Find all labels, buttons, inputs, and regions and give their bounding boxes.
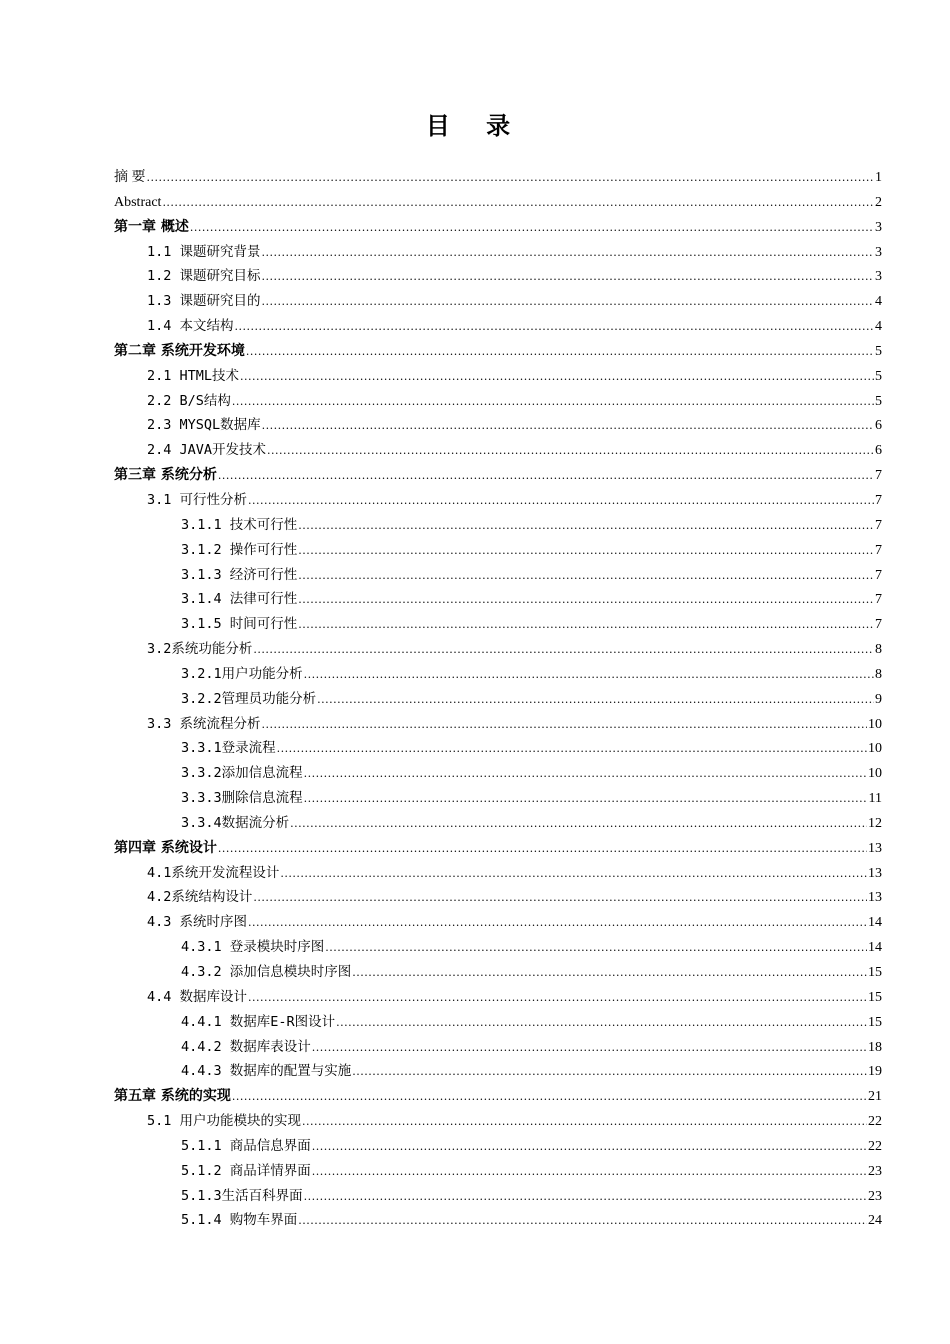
- toc-leader-dots: [298, 513, 874, 539]
- toc-entry-label: 3.3.3删除信息流程: [181, 790, 303, 807]
- toc-entry-label: 1.1 课题研究背景: [147, 243, 261, 260]
- toc-page-number: 15: [868, 989, 882, 1005]
- toc-entry-label: 1.4 本文结构: [147, 318, 234, 335]
- toc-leader-dots: [290, 811, 867, 837]
- toc-page-number: 5: [875, 368, 882, 384]
- toc-leader-dots: [312, 1159, 867, 1185]
- toc-entry-label: 摘 要: [114, 170, 146, 185]
- toc-page-number: 4: [875, 319, 882, 335]
- toc-entry-label: 第一章 概述: [114, 218, 189, 235]
- toc-entry-label: 4.3.2 添加信息模块时序图: [181, 964, 352, 980]
- toc-leader-dots: [232, 1084, 867, 1110]
- toc-entry-label: 4.3 系统时序图: [147, 914, 248, 931]
- toc-entry[interactable]: [114, 389, 882, 414]
- toc-leader-dots: [235, 314, 874, 340]
- toc-page-number: 7: [875, 617, 882, 633]
- toc-page-number: 9: [875, 691, 882, 707]
- toc-entry-label: 5.1 用户功能模块的实现: [147, 1113, 302, 1130]
- toc-entry[interactable]: [114, 935, 882, 960]
- toc-entry[interactable]: [114, 885, 882, 910]
- table-of-contents: [114, 165, 882, 1233]
- toc-page-number: 5: [875, 393, 882, 409]
- toc-page-number: 13: [868, 865, 882, 881]
- toc-entry[interactable]: [114, 960, 882, 985]
- toc-page-number: 19: [868, 1064, 882, 1080]
- toc-leader-dots: [352, 1059, 867, 1085]
- toc-page-number: 10: [868, 741, 882, 757]
- toc-leader-dots: [298, 612, 874, 638]
- toc-entry[interactable]: [114, 563, 882, 588]
- toc-page-number: 7: [875, 567, 882, 583]
- toc-entry-label: 第五章 系统的实现: [114, 1088, 231, 1105]
- toc-leader-dots: [277, 736, 867, 762]
- toc-entry-label: 第三章 系统分析: [114, 467, 217, 484]
- toc-leader-dots: [248, 910, 867, 936]
- toc-page-number: 14: [868, 915, 882, 931]
- toc-page-number: 23: [868, 1163, 882, 1179]
- toc-entry-label: 3.2.1用户功能分析: [181, 665, 303, 682]
- toc-leader-dots: [218, 463, 874, 489]
- toc-chapter-entry[interactable]: [114, 215, 882, 240]
- toc-entry-label: 5.1.4 购物车界面: [181, 1212, 298, 1229]
- toc-page-number: 14: [868, 940, 882, 956]
- toc-entry-label: 4.4.3 数据库的配置与实施: [181, 1063, 352, 1080]
- toc-entry[interactable]: [114, 1134, 882, 1159]
- toc-entry[interactable]: [114, 985, 882, 1010]
- toc-entry-label: 1.2 课题研究目标: [147, 268, 261, 285]
- toc-leader-dots: [304, 1184, 867, 1210]
- toc-leader-dots: [253, 885, 867, 911]
- toc-entry-label: 4.4 数据库设计: [147, 988, 248, 1005]
- toc-leader-dots: [352, 960, 867, 986]
- toc-entry[interactable]: [114, 488, 882, 513]
- toc-leader-dots: [304, 786, 868, 812]
- toc-entry-label: 4.3.1 登录模块时序图: [181, 939, 325, 956]
- toc-entry-label: 3.2.2管理员功能分析: [181, 690, 317, 707]
- toc-page-number: 3: [875, 219, 882, 235]
- toc-entry[interactable]: [114, 1010, 882, 1035]
- toc-entry[interactable]: [114, 861, 882, 886]
- toc-entry[interactable]: [114, 538, 882, 563]
- toc-leader-dots: [298, 1208, 867, 1234]
- toc-page-number: 21: [868, 1089, 882, 1105]
- toc-entry[interactable]: [114, 910, 882, 935]
- toc-entry[interactable]: [114, 413, 882, 438]
- toc-chapter-entry[interactable]: [114, 1084, 882, 1109]
- toc-leader-dots: [262, 413, 874, 439]
- toc-title: 目 录: [425, 111, 525, 140]
- toc-page-number: 8: [875, 642, 882, 658]
- toc-leader-dots: [325, 935, 867, 961]
- toc-leader-dots: [147, 165, 875, 191]
- toc-entry[interactable]: [114, 1035, 882, 1060]
- toc-entry[interactable]: [114, 612, 882, 637]
- toc-entry-label: 2.1 HTML技术: [147, 367, 240, 384]
- toc-page-number: 24: [868, 1213, 882, 1229]
- toc-entry[interactable]: [114, 637, 882, 662]
- toc-page-number: 4: [875, 294, 882, 310]
- toc-chapter-entry[interactable]: [114, 463, 882, 488]
- toc-entry[interactable]: [114, 165, 882, 190]
- toc-entry[interactable]: [114, 761, 882, 786]
- toc-entry-label: 3.1.1 技术可行性: [181, 516, 298, 533]
- toc-entry-label: 3.1.5 时间可行性: [181, 616, 298, 633]
- toc-entry-label: Abstract: [114, 194, 162, 210]
- toc-page-number: 6: [875, 418, 882, 434]
- toc-page-number: 13: [868, 840, 882, 856]
- toc-leader-dots: [298, 563, 874, 589]
- toc-entry-label: 3.3.2添加信息流程: [181, 765, 303, 782]
- toc-leader-dots: [312, 1035, 867, 1061]
- toc-leader-dots: [304, 761, 867, 787]
- toc-leader-dots: [262, 264, 874, 290]
- toc-entry-label: 第四章 系统设计: [114, 839, 217, 856]
- toc-entry-label: 4.2系统结构设计: [147, 889, 253, 906]
- toc-leader-dots: [267, 438, 874, 464]
- toc-entry-label: 3.1.2 操作可行性: [181, 541, 298, 558]
- toc-entry[interactable]: [114, 786, 882, 811]
- toc-entry-label: 第二章 系统开发环境: [114, 342, 245, 359]
- toc-entry[interactable]: [114, 1109, 882, 1134]
- toc-page-number: 22: [868, 1138, 882, 1154]
- toc-page-number: 8: [875, 666, 882, 682]
- toc-leader-dots: [317, 687, 874, 713]
- toc-entry-label: 3.3.4数据流分析: [181, 814, 290, 831]
- toc-leader-dots: [248, 985, 867, 1011]
- toc-entry-label: 3.2系统功能分析: [147, 641, 253, 658]
- toc-entry[interactable]: [114, 289, 882, 314]
- toc-page-number: 7: [875, 492, 882, 508]
- toc-entry[interactable]: [114, 1159, 882, 1184]
- toc-leader-dots: [302, 1109, 867, 1135]
- toc-page-number: 6: [875, 443, 882, 459]
- toc-leader-dots: [336, 1010, 867, 1036]
- toc-entry-label: 5.1.2 商品详情界面: [181, 1162, 311, 1179]
- toc-leader-dots: [262, 712, 867, 738]
- toc-entry-label: 2.4 JAVA开发技术: [147, 442, 267, 459]
- toc-page-number: 7: [875, 542, 882, 558]
- toc-entry[interactable]: [114, 687, 882, 712]
- toc-entry[interactable]: [114, 1059, 882, 1084]
- toc-page-number: 5: [875, 343, 882, 359]
- toc-chapter-entry[interactable]: [114, 339, 882, 364]
- toc-page-number: 13: [868, 890, 882, 906]
- toc-leader-dots: [280, 861, 867, 887]
- toc-entry-label: 4.1系统开发流程设计: [147, 864, 280, 881]
- toc-entry[interactable]: [114, 811, 882, 836]
- toc-entry-label: 3.3 系统流程分析: [147, 715, 261, 732]
- toc-page-number: 23: [868, 1188, 882, 1204]
- toc-entry-label: 2.2 B/S结构: [147, 392, 231, 409]
- toc-chapter-entry[interactable]: [114, 836, 882, 861]
- toc-entry[interactable]: [114, 1208, 882, 1233]
- toc-entry[interactable]: [114, 662, 882, 687]
- toc-page-number: 3: [875, 269, 882, 285]
- toc-page-number: 10: [868, 716, 882, 732]
- toc-page-number: 12: [868, 815, 882, 831]
- toc-page-number: 2: [875, 194, 882, 210]
- toc-page-number: 1: [875, 170, 882, 185]
- toc-entry[interactable]: [114, 314, 882, 339]
- toc-leader-dots: [298, 587, 874, 613]
- toc-leader-dots: [218, 836, 867, 862]
- toc-entry-label: 3.1.3 经济可行性: [181, 566, 298, 583]
- toc-leader-dots: [232, 389, 874, 415]
- toc-leader-dots: [240, 364, 874, 390]
- toc-page-number: 7: [875, 592, 882, 608]
- toc-entry[interactable]: [114, 736, 882, 761]
- toc-leader-dots: [253, 637, 874, 663]
- toc-entry[interactable]: [114, 587, 882, 612]
- toc-entry[interactable]: [114, 513, 882, 538]
- toc-entry-label: 5.1.3生活百科界面: [181, 1187, 303, 1204]
- toc-leader-dots: [298, 538, 874, 564]
- toc-entry-label: 1.3 课题研究目的: [147, 293, 261, 310]
- toc-leader-dots: [190, 215, 874, 241]
- toc-entry[interactable]: [114, 438, 882, 463]
- toc-leader-dots: [312, 1134, 867, 1160]
- toc-page-number: 7: [875, 468, 882, 484]
- toc-leader-dots: [262, 240, 874, 266]
- toc-entry-label: 2.3 MYSQL数据库: [147, 417, 261, 434]
- toc-page-number: 11: [868, 791, 882, 807]
- toc-entry-label: 5.1.1 商品信息界面: [181, 1137, 311, 1154]
- toc-page-number: 3: [875, 244, 882, 260]
- toc-entry-label: 3.1 可行性分析: [147, 491, 248, 508]
- toc-page-number: 7: [875, 517, 882, 533]
- toc-entry[interactable]: [114, 364, 882, 389]
- toc-entry[interactable]: [114, 264, 882, 289]
- toc-page-number: 15: [868, 965, 882, 980]
- toc-entry-label: 3.1.4 法律可行性: [181, 591, 298, 608]
- toc-page-number: 15: [868, 1014, 882, 1030]
- toc-leader-dots: [162, 190, 874, 216]
- toc-page-number: 22: [868, 1114, 882, 1130]
- toc-leader-dots: [262, 289, 874, 315]
- toc-entry[interactable]: [114, 1184, 882, 1209]
- toc-entry-label: 3.3.1登录流程: [181, 740, 276, 757]
- toc-leader-dots: [248, 488, 874, 514]
- toc-page-number: 10: [868, 766, 882, 782]
- toc-entry-label: 4.4.1 数据库E-R图设计: [181, 1013, 336, 1030]
- toc-leader-dots: [246, 339, 874, 365]
- toc-page-number: 18: [868, 1039, 882, 1055]
- toc-entry[interactable]: [114, 712, 882, 737]
- toc-entry-label: 4.4.2 数据库表设计: [181, 1038, 311, 1055]
- toc-leader-dots: [304, 662, 874, 688]
- toc-entry[interactable]: [114, 240, 882, 265]
- toc-entry[interactable]: [114, 190, 882, 215]
